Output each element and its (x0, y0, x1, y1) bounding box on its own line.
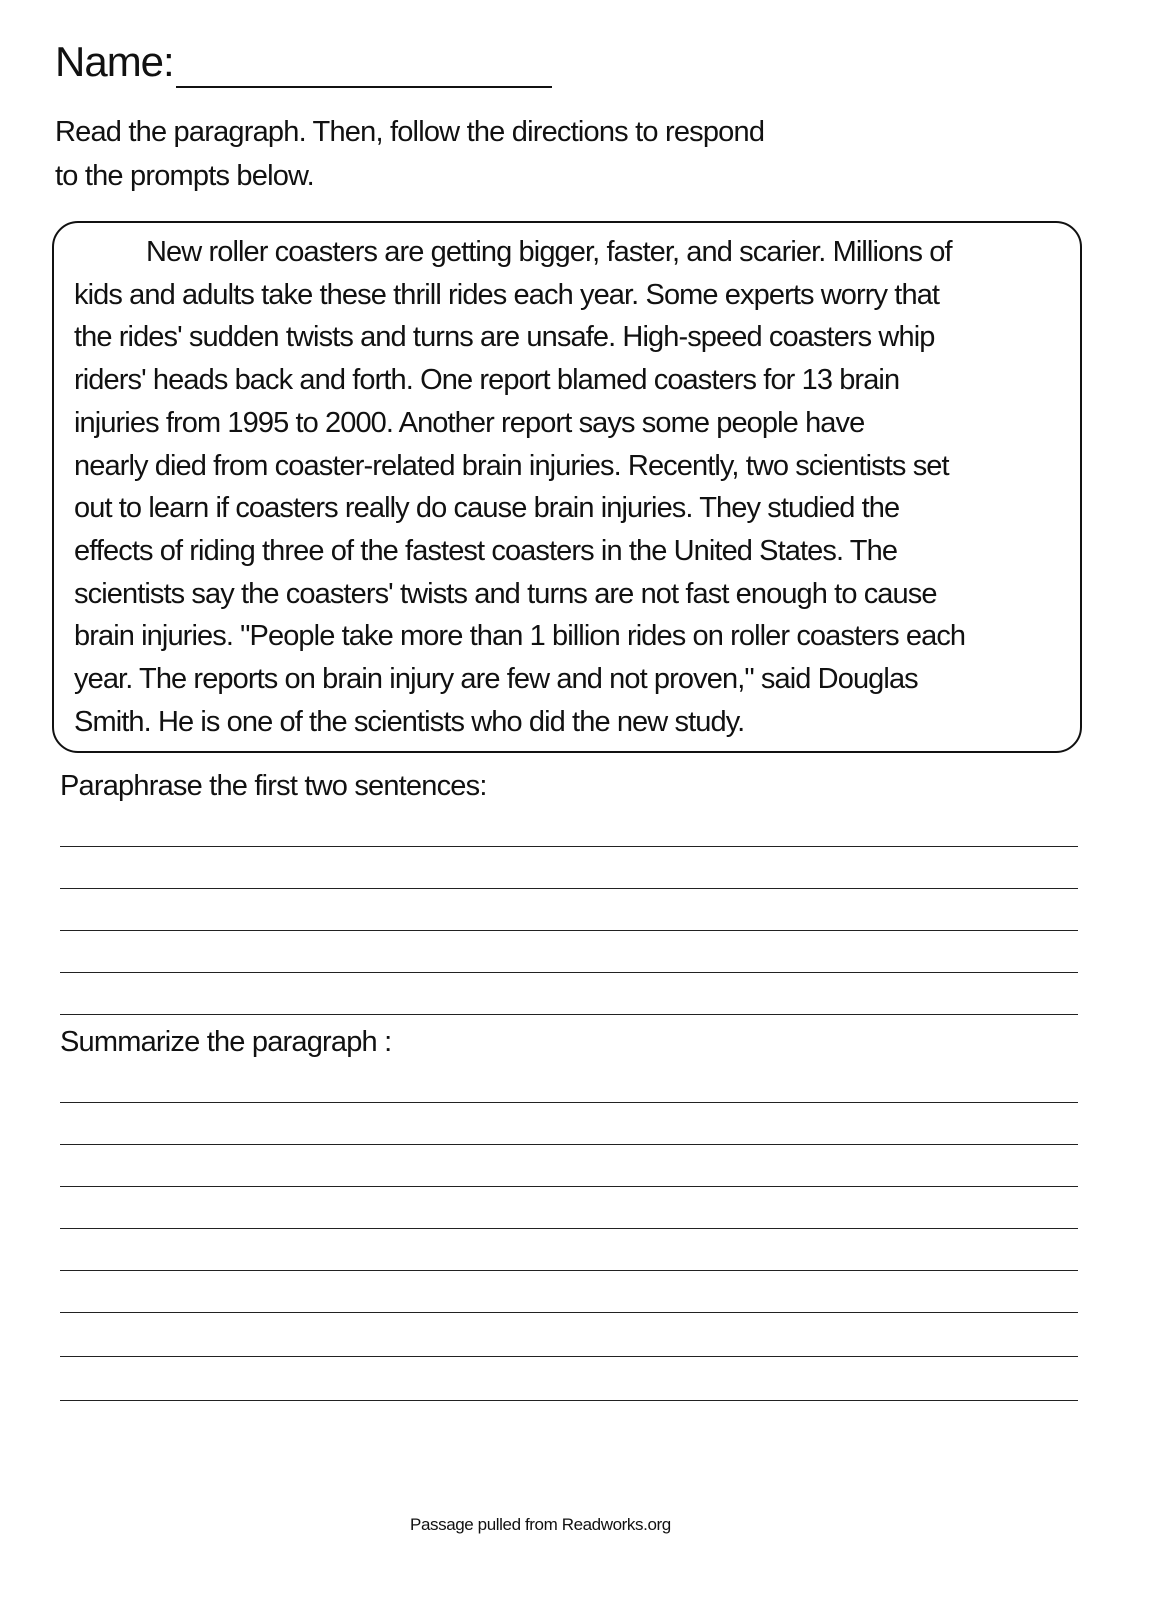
passage-line: the rides' sudden twists and turns are unsafe. High-speed coasters whip (74, 321, 935, 354)
paraphrase-prompt: Paraphrase the first two sentences: (60, 770, 487, 802)
passage-line: riders' heads back and forth. One report blamed coasters for 13 brain (74, 364, 900, 397)
summary-answer-line[interactable] (60, 1228, 1078, 1229)
passage-line: year. The reports on brain injury are few and not proven," said Douglas (74, 663, 918, 695)
summary-answer-line[interactable] (60, 1270, 1078, 1271)
paraphrase-answer-line[interactable] (60, 1014, 1078, 1015)
passage-line: kids and adults take these thrill rides each year. Some experts worry that (74, 278, 940, 311)
passage-line: nearly died from coaster-related brain injuries. Recently, two scientists set (74, 449, 949, 482)
footer-credit: Passage pulled from Readworks.org (410, 1515, 671, 1534)
passage-line: brain injuries. "People take more than 1 billion rides on roller coasters each (74, 620, 966, 653)
passage-line: injuries from 1995 to 2000. Another report says some people have (74, 406, 865, 439)
name-input-line[interactable] (176, 86, 552, 88)
name-label: Name: (55, 38, 174, 85)
summary-answer-line[interactable] (60, 1356, 1078, 1357)
summary-answer-line[interactable] (60, 1312, 1078, 1313)
summary-answer-line[interactable] (60, 1186, 1078, 1187)
paraphrase-answer-line[interactable] (60, 888, 1078, 889)
passage-line: scientists say the coasters' twists and turns are not fast enough to cause (74, 577, 937, 610)
instructions-line-1: Read the paragraph. Then, follow the directions to respond (55, 116, 765, 148)
paraphrase-answer-line[interactable] (60, 846, 1078, 847)
passage-line: New roller coasters are getting bigger, faster, and scarier. Millions of (146, 236, 952, 268)
paraphrase-answer-line[interactable] (60, 972, 1078, 973)
passage-line: Smith. He is one of the scientists who did the new study. (74, 705, 745, 738)
paraphrase-answer-line[interactable] (60, 930, 1078, 931)
summary-answer-line[interactable] (60, 1400, 1078, 1401)
instructions-line-2: to the prompts below. (55, 160, 314, 192)
passage-line: effects of riding three of the fastest coasters in the United States. The (74, 534, 898, 567)
summary-answer-line[interactable] (60, 1102, 1078, 1103)
summary-answer-line[interactable] (60, 1144, 1078, 1145)
summarize-prompt: Summarize the paragraph : (60, 1026, 392, 1058)
passage-line: out to learn if coasters really do cause brain injuries. They studied the (74, 492, 900, 525)
